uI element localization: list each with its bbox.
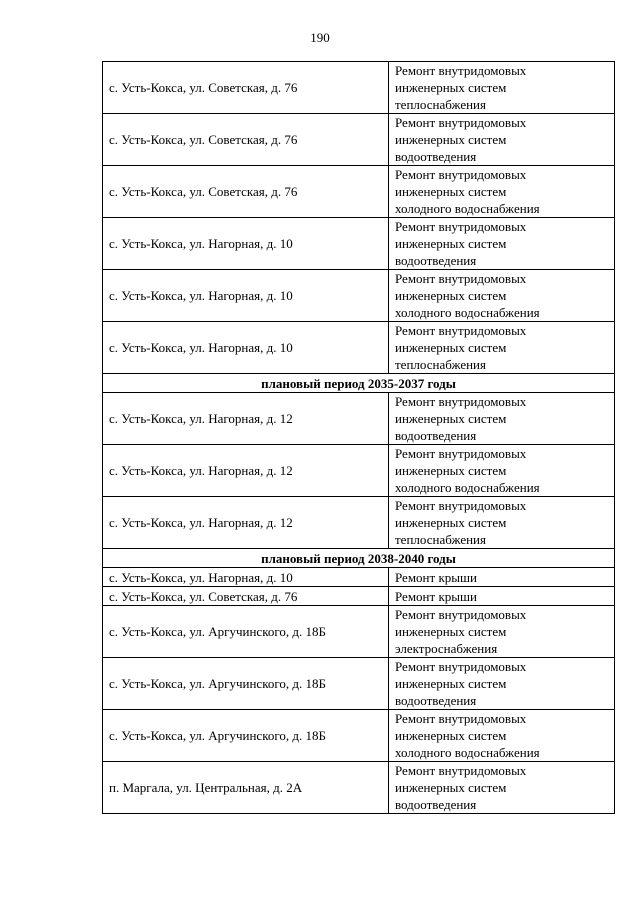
work-type-cell (389, 445, 615, 497)
work-type-line: электроснабжения (395, 641, 498, 656)
work-type-line: Ремонт внутридомовых (395, 115, 527, 130)
work-type-line: водоотведения (395, 149, 477, 164)
work-type-line: инженерных систем (395, 676, 507, 691)
work-type-cell (389, 393, 615, 445)
address-cell: п. Маргала, ул. Центральная, д. 2А (103, 762, 389, 814)
work-type-line: Ремонт внутридомовых (395, 711, 527, 726)
work-type-line: инженерных систем (395, 728, 507, 743)
work-type-cell (389, 762, 615, 814)
address-cell: с. Усть-Кокса, ул. Нагорная, д. 12 (103, 497, 389, 549)
table-body (103, 62, 615, 814)
table-row (103, 606, 615, 658)
work-type-line: холодного водоснабжения (395, 745, 540, 760)
address-cell: с. Усть-Кокса, ул. Нагорная, д. 12 (103, 393, 389, 445)
address-cell: с. Усть-Кокса, ул. Аргучинского, д. 18Б (103, 658, 389, 710)
table-row (103, 497, 615, 549)
work-type-cell (389, 270, 615, 322)
address-cell: с. Усть-Кокса, ул. Аргучинского, д. 18Б (103, 606, 389, 658)
address-cell: с. Усть-Кокса, ул. Советская, д. 76 (103, 166, 389, 218)
work-type-line: водоотведения (395, 797, 477, 812)
work-type-cell (389, 218, 615, 270)
work-type-line: теплоснабжения (395, 97, 486, 112)
work-type-line: инженерных систем (395, 236, 507, 251)
period-header: плановый период 2038-2040 годы (103, 549, 615, 568)
work-type-line: Ремонт внутридомовых (395, 763, 527, 778)
address-cell: с. Усть-Кокса, ул. Аргучинского, д. 18Б (103, 710, 389, 762)
work-type-line: Ремонт внутридомовых (395, 659, 527, 674)
address-cell: с. Усть-Кокса, ул. Советская, д. 76 (103, 62, 389, 114)
work-type-cell (389, 322, 615, 374)
address-cell: с. Усть-Кокса, ул. Нагорная, д. 12 (103, 445, 389, 497)
table-row (103, 568, 615, 587)
table-row (103, 762, 615, 814)
address-cell: с. Усть-Кокса, ул. Советская, д. 76 (103, 114, 389, 166)
work-type-line: водоотведения (395, 428, 477, 443)
work-type-line: инженерных систем (395, 340, 507, 355)
work-type-line: инженерных систем (395, 624, 507, 639)
table-row (103, 322, 615, 374)
work-type-line: инженерных систем (395, 80, 507, 95)
period-header: плановый период 2035-2037 годы (103, 374, 615, 393)
work-type-line: инженерных систем (395, 463, 507, 478)
work-type-line: Ремонт внутридомовых (395, 63, 527, 78)
table-row (103, 393, 615, 445)
table-row (103, 445, 615, 497)
work-type-cell (389, 497, 615, 549)
work-type-line: Ремонт внутридомовых (395, 607, 527, 622)
table-row (103, 710, 615, 762)
work-type-line: Ремонт крыши (395, 569, 477, 585)
work-type-line: водоотведения (395, 693, 477, 708)
table-row (103, 658, 615, 710)
table-row (103, 218, 615, 270)
work-type-cell (389, 587, 615, 606)
work-type-line: инженерных систем (395, 411, 507, 426)
work-type-cell (389, 606, 615, 658)
work-type-line: холодного водоснабжения (395, 480, 540, 495)
work-type-cell (389, 568, 615, 587)
table-row (103, 114, 615, 166)
work-type-line: инженерных систем (395, 132, 507, 147)
period-header-row (103, 549, 615, 568)
work-type-line: холодного водоснабжения (395, 201, 540, 216)
work-type-line: инженерных систем (395, 515, 507, 530)
work-type-cell (389, 166, 615, 218)
work-type-line: Ремонт внутридомовых (395, 498, 527, 513)
work-type-cell (389, 658, 615, 710)
period-header-row (103, 374, 615, 393)
work-type-line: Ремонт внутридомовых (395, 219, 527, 234)
work-type-line: Ремонт внутридомовых (395, 323, 527, 338)
work-type-line: теплоснабжения (395, 357, 486, 372)
address-cell: с. Усть-Кокса, ул. Нагорная, д. 10 (103, 218, 389, 270)
table-row (103, 587, 615, 606)
work-type-line: инженерных систем (395, 184, 507, 199)
address-cell: с. Усть-Кокса, ул. Нагорная, д. 10 (103, 322, 389, 374)
work-type-line: Ремонт внутридомовых (395, 446, 527, 461)
work-type-line: теплоснабжения (395, 532, 486, 547)
work-type-line: Ремонт крыши (395, 588, 477, 604)
work-type-line: инженерных систем (395, 780, 507, 795)
page-number: 190 (310, 30, 330, 45)
address-cell: с. Усть-Кокса, ул. Советская, д. 76 (103, 587, 389, 606)
address-cell: с. Усть-Кокса, ул. Нагорная, д. 10 (103, 270, 389, 322)
table-row (103, 62, 615, 114)
work-type-line: Ремонт внутридомовых (395, 271, 527, 286)
work-type-cell (389, 62, 615, 114)
work-type-line: холодного водоснабжения (395, 305, 540, 320)
work-type-cell (389, 710, 615, 762)
work-type-line: инженерных систем (395, 288, 507, 303)
repair-schedule-table (102, 61, 615, 814)
work-type-line: Ремонт внутридомовых (395, 167, 527, 182)
work-type-line: водоотведения (395, 253, 477, 268)
work-type-cell (389, 114, 615, 166)
table-row (103, 270, 615, 322)
table-row (103, 166, 615, 218)
address-cell: с. Усть-Кокса, ул. Нагорная, д. 10 (103, 568, 389, 587)
work-type-line: Ремонт внутридомовых (395, 394, 527, 409)
